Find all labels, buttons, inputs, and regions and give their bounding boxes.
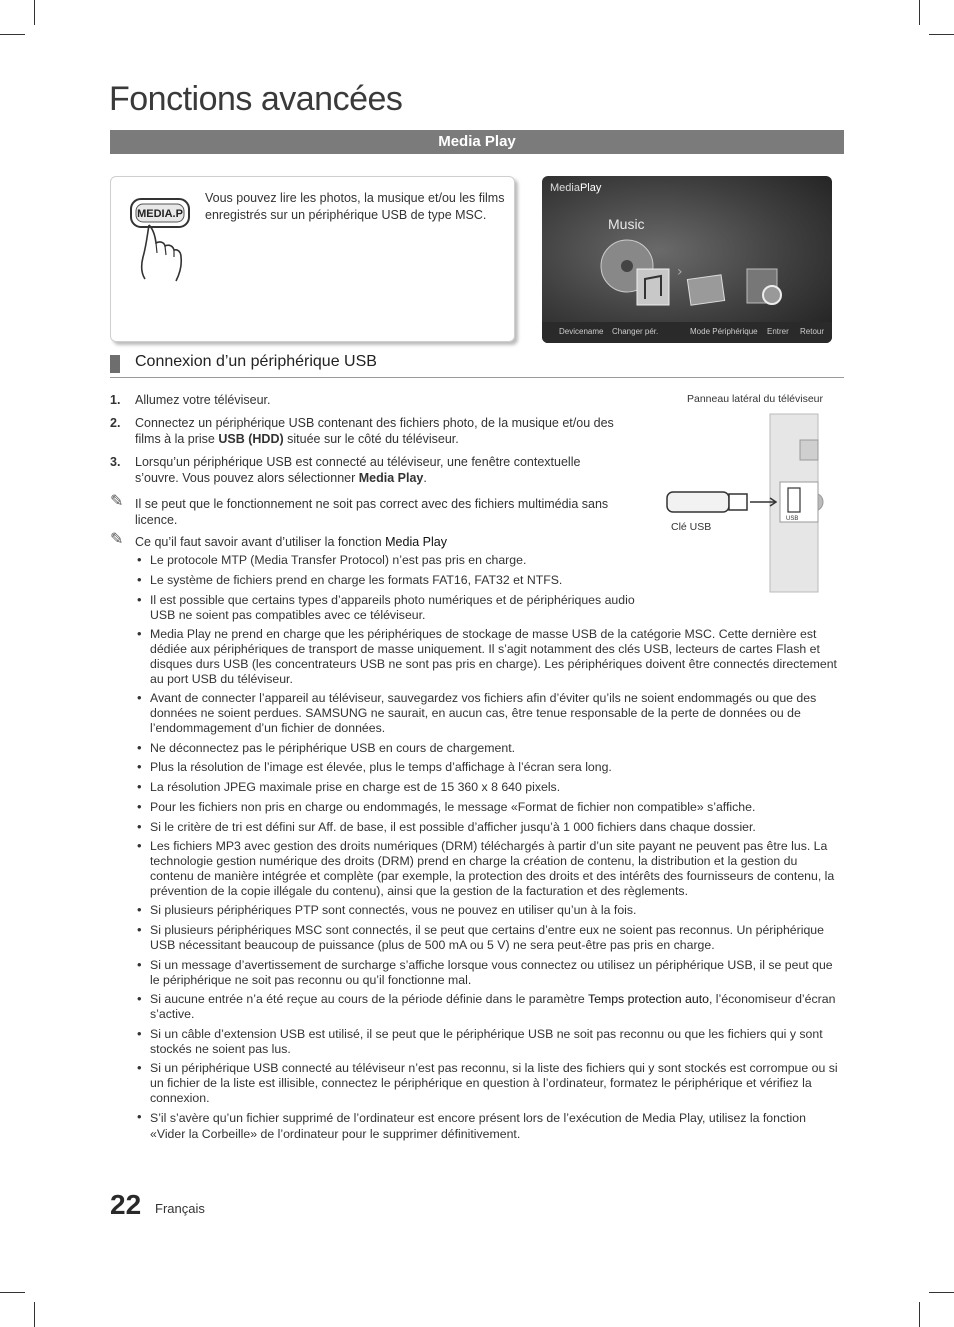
hdmi-port [800, 440, 818, 460]
usb-connection-figure [664, 410, 824, 595]
usb-key-label: Clé USB [671, 521, 712, 533]
step-text: Connectez un périphérique USB contenant des fichiers photo, de la musique et/ou des films à la prise USB (HDD) située sur le côté du téléviseur. [135, 416, 614, 446]
section-bar: Media Play [110, 130, 844, 154]
subsection-heading [110, 353, 844, 378]
note-text: Ce qu’il faut savoir avant d’utiliser la fonction Media Play [135, 535, 447, 549]
tv-music-label: Music [608, 216, 645, 232]
tv-footer-back: Retour [800, 327, 825, 336]
note-text: Il se peut que le fonctionnement ne soit pas correct avec des fichiers multimédia sans licence. [135, 497, 609, 527]
crop-mark [929, 1292, 954, 1293]
usb-key-icon [667, 492, 729, 512]
tv-footer-mode: Mode Périphérique [690, 327, 758, 336]
step-number: 3. [110, 455, 121, 469]
tv-footer-change: Changer pér. [612, 327, 659, 336]
step-text: Lorsqu’un périphérique USB est connecté au téléviseur, une fenêtre contextuelle s’ouvre. Vous pouvez alors sélectionner Media Play. [135, 455, 581, 485]
pencil-icon: ✎ [110, 493, 124, 510]
tv-footer-device: Devicename [559, 327, 604, 336]
crop-mark [919, 1302, 920, 1327]
tv-header-bold: Play [579, 182, 602, 194]
crop-mark [34, 0, 35, 25]
media-play-screen [542, 176, 832, 343]
chevron-right-icon: › [677, 264, 683, 280]
media-p-button-label: MEDIA.P [137, 208, 183, 220]
panel-label: Panneau latéral du téléviseur [687, 393, 824, 405]
tv-footer [542, 322, 832, 343]
crop-mark [34, 1302, 35, 1327]
page-number: 22 [110, 1189, 142, 1220]
info-text: Vous pouvez lire les photos, la musique et/ou les films enregistrés sur un périphérique USB de type MSC. [205, 191, 505, 222]
crop-mark [0, 34, 25, 35]
tv-header [550, 182, 601, 194]
step-number: 1. [110, 393, 121, 407]
step-text: Allumez votre téléviseur. [135, 393, 271, 407]
page-title: Fonctions avancées [109, 80, 403, 118]
photo-icon [687, 275, 724, 305]
info-box [110, 176, 515, 342]
tv-footer-enter: Entrer [767, 327, 789, 336]
page-language: Français [155, 1201, 205, 1216]
crop-mark [919, 0, 920, 25]
remote-hand-icon [127, 195, 197, 285]
usb-port-label: USB [786, 516, 799, 522]
media-icons [597, 231, 827, 316]
tv-header-light: Media [550, 182, 580, 194]
crop-mark [929, 34, 954, 35]
heading-marker [110, 355, 120, 373]
subsection-heading-text: Connexion d’un périphérique USB [135, 353, 377, 370]
gear-icon [763, 286, 781, 304]
music-note-icon [637, 269, 669, 305]
pencil-icon: ✎ [110, 531, 124, 548]
usb-port [788, 488, 800, 512]
step-number: 2. [110, 416, 121, 430]
crop-mark [0, 1292, 25, 1293]
